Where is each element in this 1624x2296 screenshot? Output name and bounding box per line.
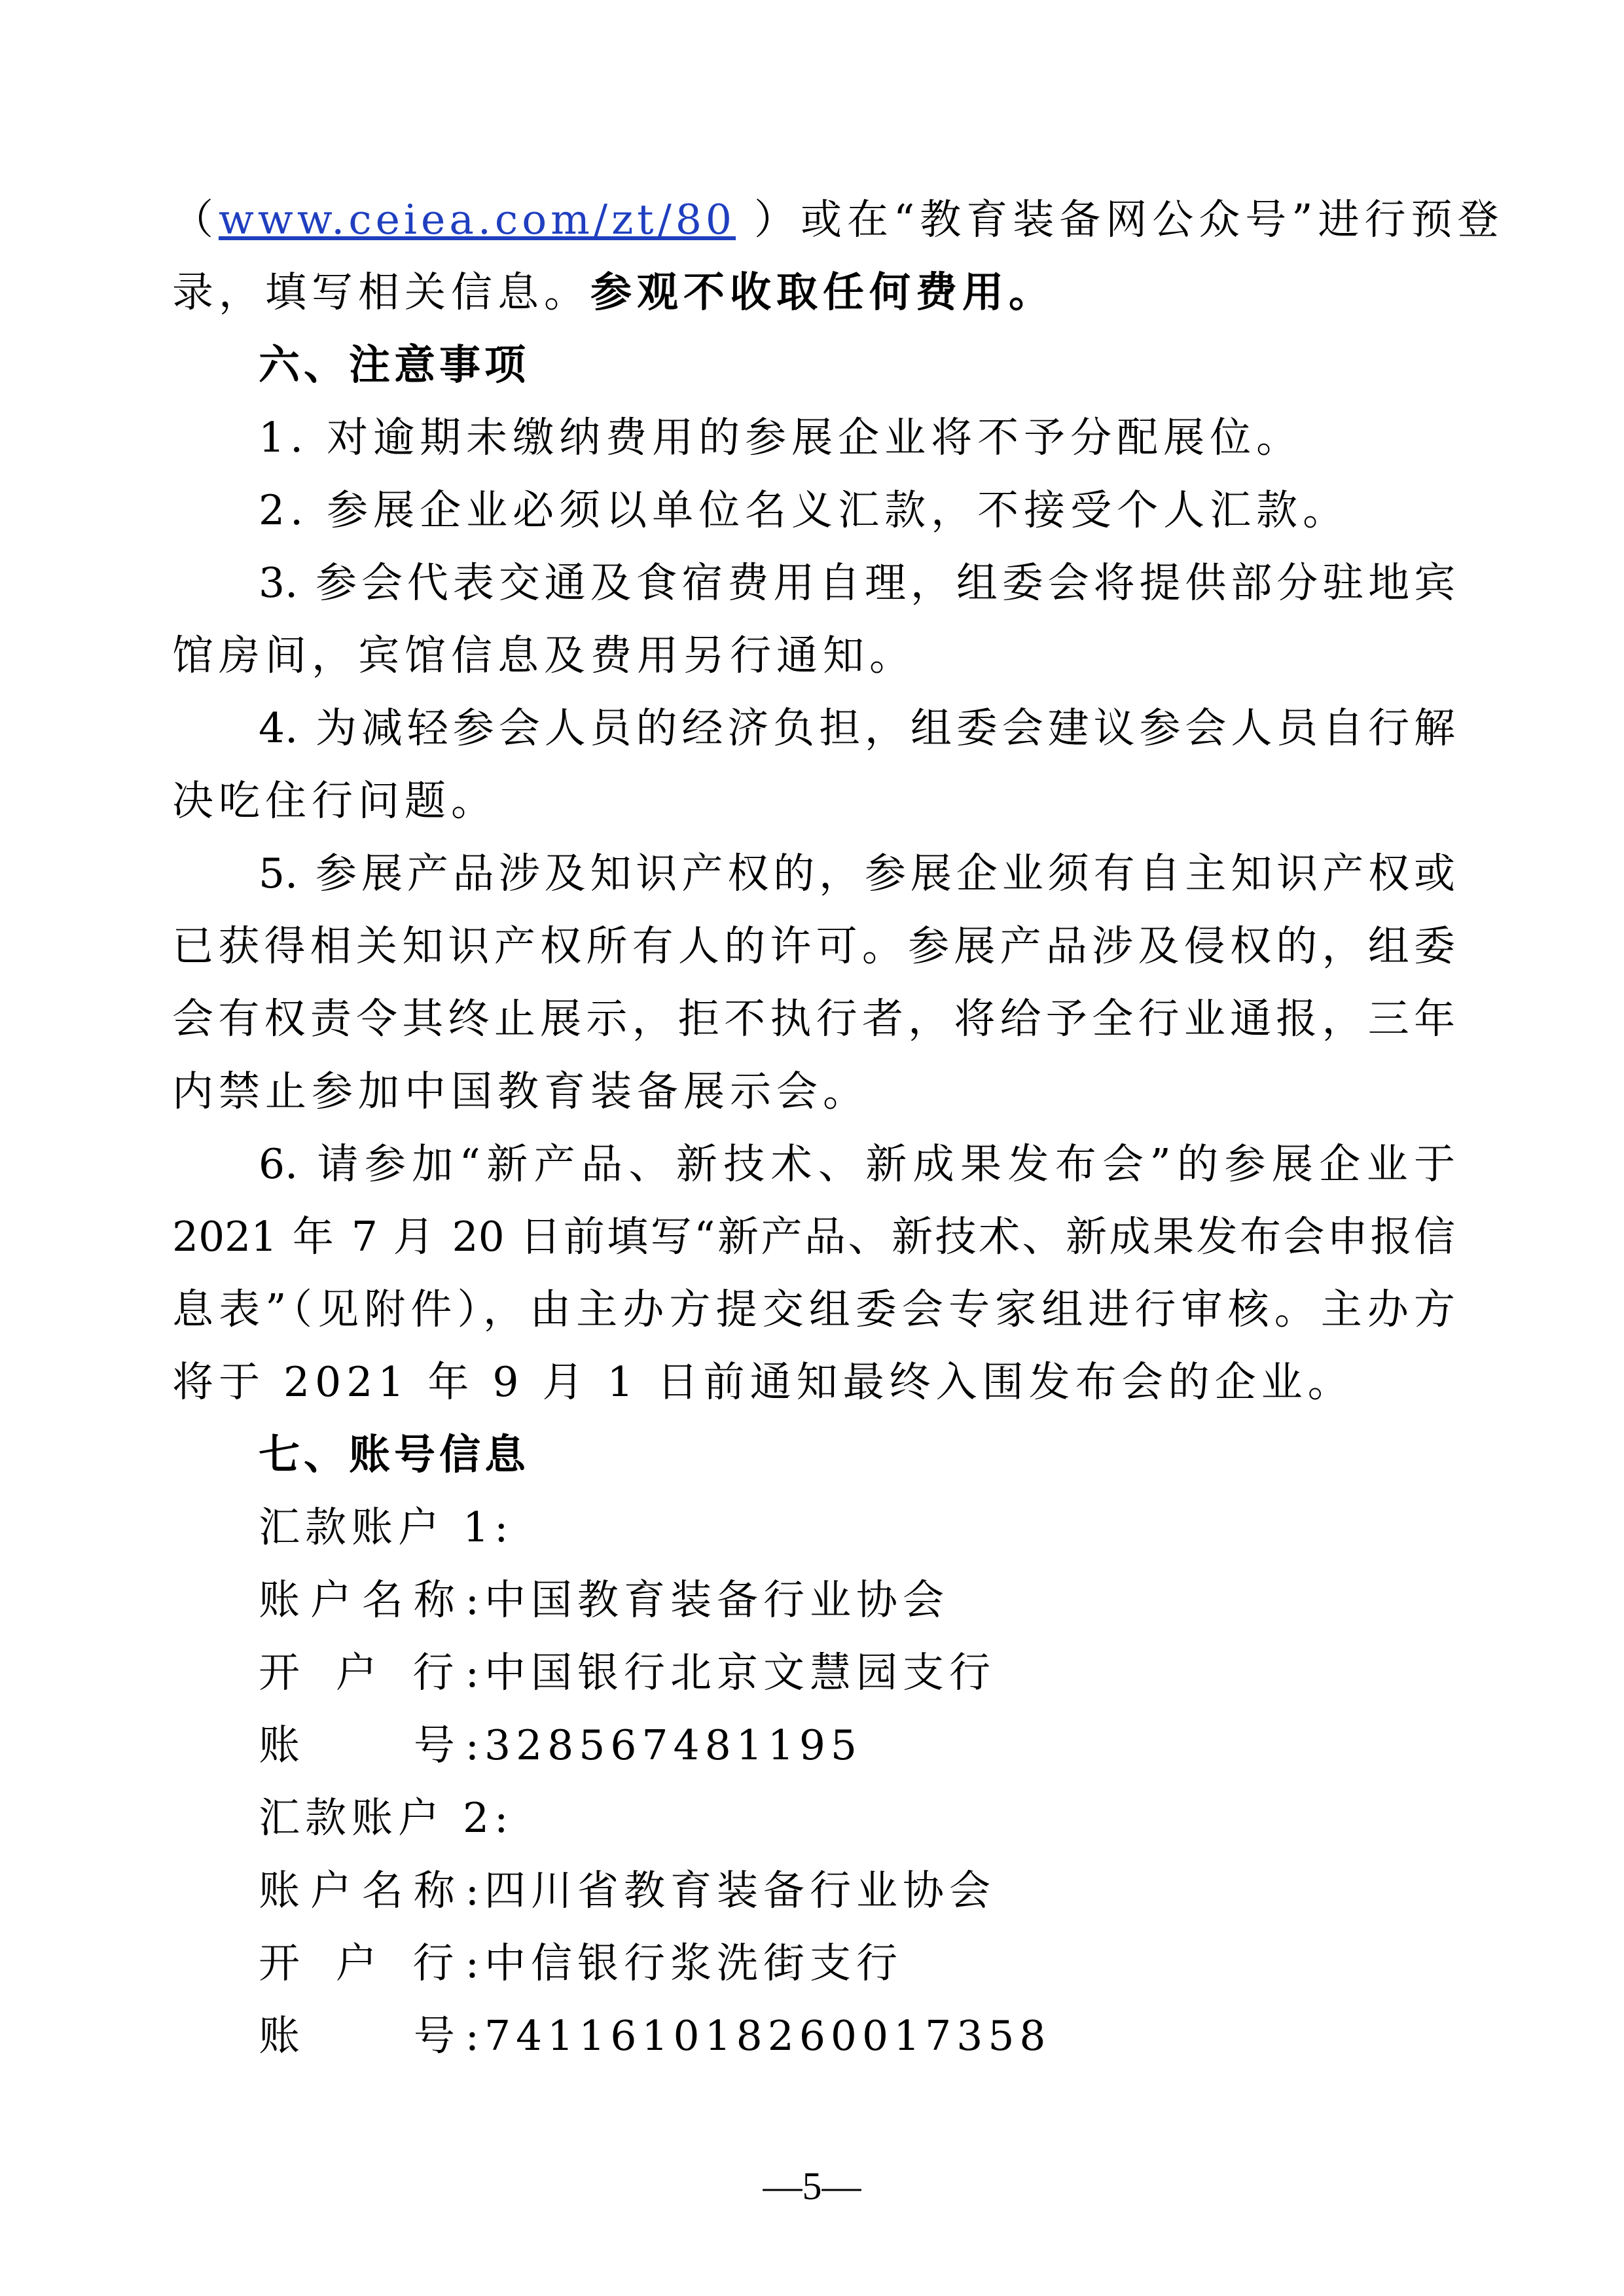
notice-item-5-line-3: 会有权责令其终止展示，拒不执行者，将给予全行业通报，三年 [172, 995, 1455, 1043]
account-2-number-row [259, 2010, 1455, 2062]
intro-line-2-plain: 录，填写相关信息。 [172, 268, 590, 316]
section-6-heading: 六、注意事项 [259, 341, 530, 389]
registration-link[interactable]: www.ceiea.com/zt/80 [219, 196, 736, 243]
notice-item-4-line-2: 决吃住行问题。 [172, 777, 497, 825]
page-number: —5— [763, 2164, 861, 2208]
section-7-heading: 七、账号信息 [259, 1431, 530, 1479]
account-1-name-value: 中国教育装备行业协会 [484, 1576, 949, 1624]
account-1-bank-label: 开 户 行: [259, 1649, 484, 1696]
notice-item-4-line-1: 4. 为减轻参会人员的经济负担，组委会建议参会人员自行解 [259, 704, 1455, 752]
free-admission-note: 参观不收取任何费用。 [590, 268, 1055, 316]
account-1-bank-value: 中国银行北京文慧园支行 [484, 1649, 996, 1696]
account-2-bank-label: 开 户 行: [259, 1939, 484, 1987]
open-paren: （ [172, 196, 219, 243]
notice-item-5-line-4: 内禁止参加中国教育装备展示会。 [172, 1067, 869, 1115]
notice-item-6-line-4: 将于 2021 年 9 月 1 日前通知最终入围发布会的企业。 [172, 1358, 1354, 1406]
notice-item-3-line-1: 3. 参会代表交通及食宿费用自理，组委会将提供部分驻地宾 [259, 559, 1455, 607]
account-2-number-label: 账 号: [259, 2012, 484, 2060]
account-2-bank-value: 中信银行浆洗街支行 [484, 1939, 903, 1987]
account-1-number-row [259, 1719, 1455, 1772]
notice-item-3-line-2: 馆房间，宾馆信息及费用另行通知。 [172, 632, 916, 679]
account-1-number-label: 账 号: [259, 1721, 484, 1769]
account-2-name-row [259, 1865, 1455, 1917]
account-2-number-value: 741161018260017358 [484, 2012, 1051, 2060]
notice-item-6-line-3: 息表”（见附件），由主办方提交组委会专家组进行审核。主办方 [172, 1285, 1455, 1333]
account-1-name-row [259, 1574, 1455, 1626]
notice-item-1: 1. 对逾期未缴纳费用的参展企业将不予分配展位。 [259, 414, 1303, 461]
intro-line-1-rest: ）或在“教育装备网公众号”进行预登 [754, 196, 1504, 243]
notice-item-5-line-1: 5. 参展产品涉及知识产权的，参展企业须有自主知识产权或 [259, 850, 1455, 897]
notice-item-2: 2. 参展企业必须以单位名义汇款，不接受个人汇款。 [259, 486, 1350, 534]
account-1-title: 汇款账户 1: [259, 1503, 514, 1551]
account-2-name-value: 四川省教育装备行业协会 [484, 1867, 996, 1914]
intro-line-2 [172, 266, 1455, 319]
account-2-name-label: 账户名称: [259, 1867, 484, 1914]
account-1-number-value: 328567481195 [484, 1721, 862, 1769]
notice-item-5-line-2: 已获得相关知识产权所有人的许可。参展产品涉及侵权的，组委 [172, 922, 1455, 970]
intro-line-1 [172, 194, 1504, 246]
account-2-title: 汇款账户 2: [259, 1794, 514, 1842]
account-2-bank-row [259, 1937, 1455, 1990]
notice-item-6-line-1: 6. 请参加“新产品、新技术、新成果发布会”的参展企业于 [259, 1140, 1455, 1188]
account-1-name-label: 账户名称: [259, 1576, 484, 1624]
account-1-bank-row [259, 1647, 1455, 1699]
notice-item-6-line-2: 2021 年 7 月 20 日前填写“新产品、新技术、新成果发布会申报信 [172, 1213, 1455, 1261]
